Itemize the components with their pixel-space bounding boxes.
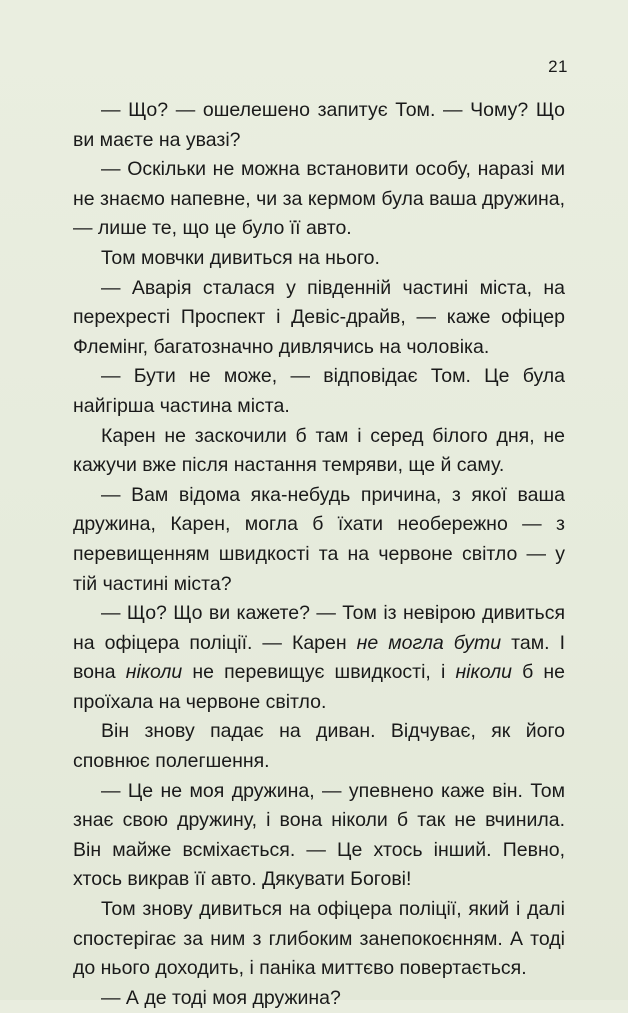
paragraph [73, 274, 565, 363]
paragraph [73, 96, 565, 155]
paragraph-text: — Що? — ошелешено запитує Том. — Чому? Що ви маєте на увазі? [73, 99, 565, 151]
paragraph-text: там. І вона [73, 631, 566, 684]
paragraph-text: — Вам відома яка-небудь причина, з якої ваша дружина, Карен, могла б їхати необережно — з перевищенням швидкості та на червоне світло — у тій частині міста? [73, 483, 565, 595]
paragraph [73, 244, 565, 274]
paragraph [73, 777, 565, 895]
emphasis-text: не могла бути [356, 631, 502, 654]
paragraph-text: б не проїхала на червоне світло. [73, 661, 565, 713]
paragraph-text: Том знову дивиться на офіцера поліції, який і далі спостерігає за ним з глибоким занепокоєнням. А тоді до нього доходить, і паніка миттєво повертається. [73, 898, 565, 980]
paragraph [73, 155, 565, 244]
emphasis-text: ніколи [125, 661, 183, 684]
paragraph-text: не перевищує швидкості, і [182, 661, 456, 684]
paragraph [73, 599, 565, 717]
page-number: 21 [548, 57, 568, 76]
paragraph [73, 422, 565, 481]
body-text [73, 96, 565, 1013]
paragraph [73, 984, 565, 1013]
paragraph-text: Том мовчки дивиться на нього. [101, 246, 380, 269]
paragraph-text: — Це не моя дружина, — упевнено каже він. Том знає свою дружину, і вона ніколи б так не вчинила. Він майже всміхається. — Це хтось інший. Певно, хтось викрав її авто. Дякувати Богові! [73, 779, 565, 891]
paragraph-text: Він знову падає на диван. Відчуває, як його сповнює полегшення. [73, 720, 565, 773]
paragraph [73, 362, 565, 421]
paragraph-text: — Що? Що ви кажете? — Том із невірою дивиться на офіцера поліції. — Карен [73, 602, 565, 654]
paragraph-text: — Аварія сталася у південній частині міста, на перехресті Проспект і Девіс-драйв, — каже офіцер Флемінг, багатозначно дивлячись на чоловіка. [73, 276, 565, 358]
paragraph [73, 481, 565, 599]
emphasis-text: ніколи [455, 661, 512, 684]
paragraph-text: — А де тоді моя дружина? [101, 986, 341, 1009]
paragraph-text: Карен не заскочили б там і серед білого дня, не кажучи вже після настання темряви, ще й саму. [73, 424, 565, 477]
paragraph-text: — Оскільки не можна встановити особу, наразі ми не знаємо напевне, чи за кермом була ваша дружина, — лише те, що це було її авто. [73, 158, 565, 240]
paragraph [73, 895, 565, 984]
paragraph [73, 717, 565, 776]
paragraph-text: — Бути не може, — відповідає Том. Це була найгірша частина міста. [73, 365, 565, 417]
